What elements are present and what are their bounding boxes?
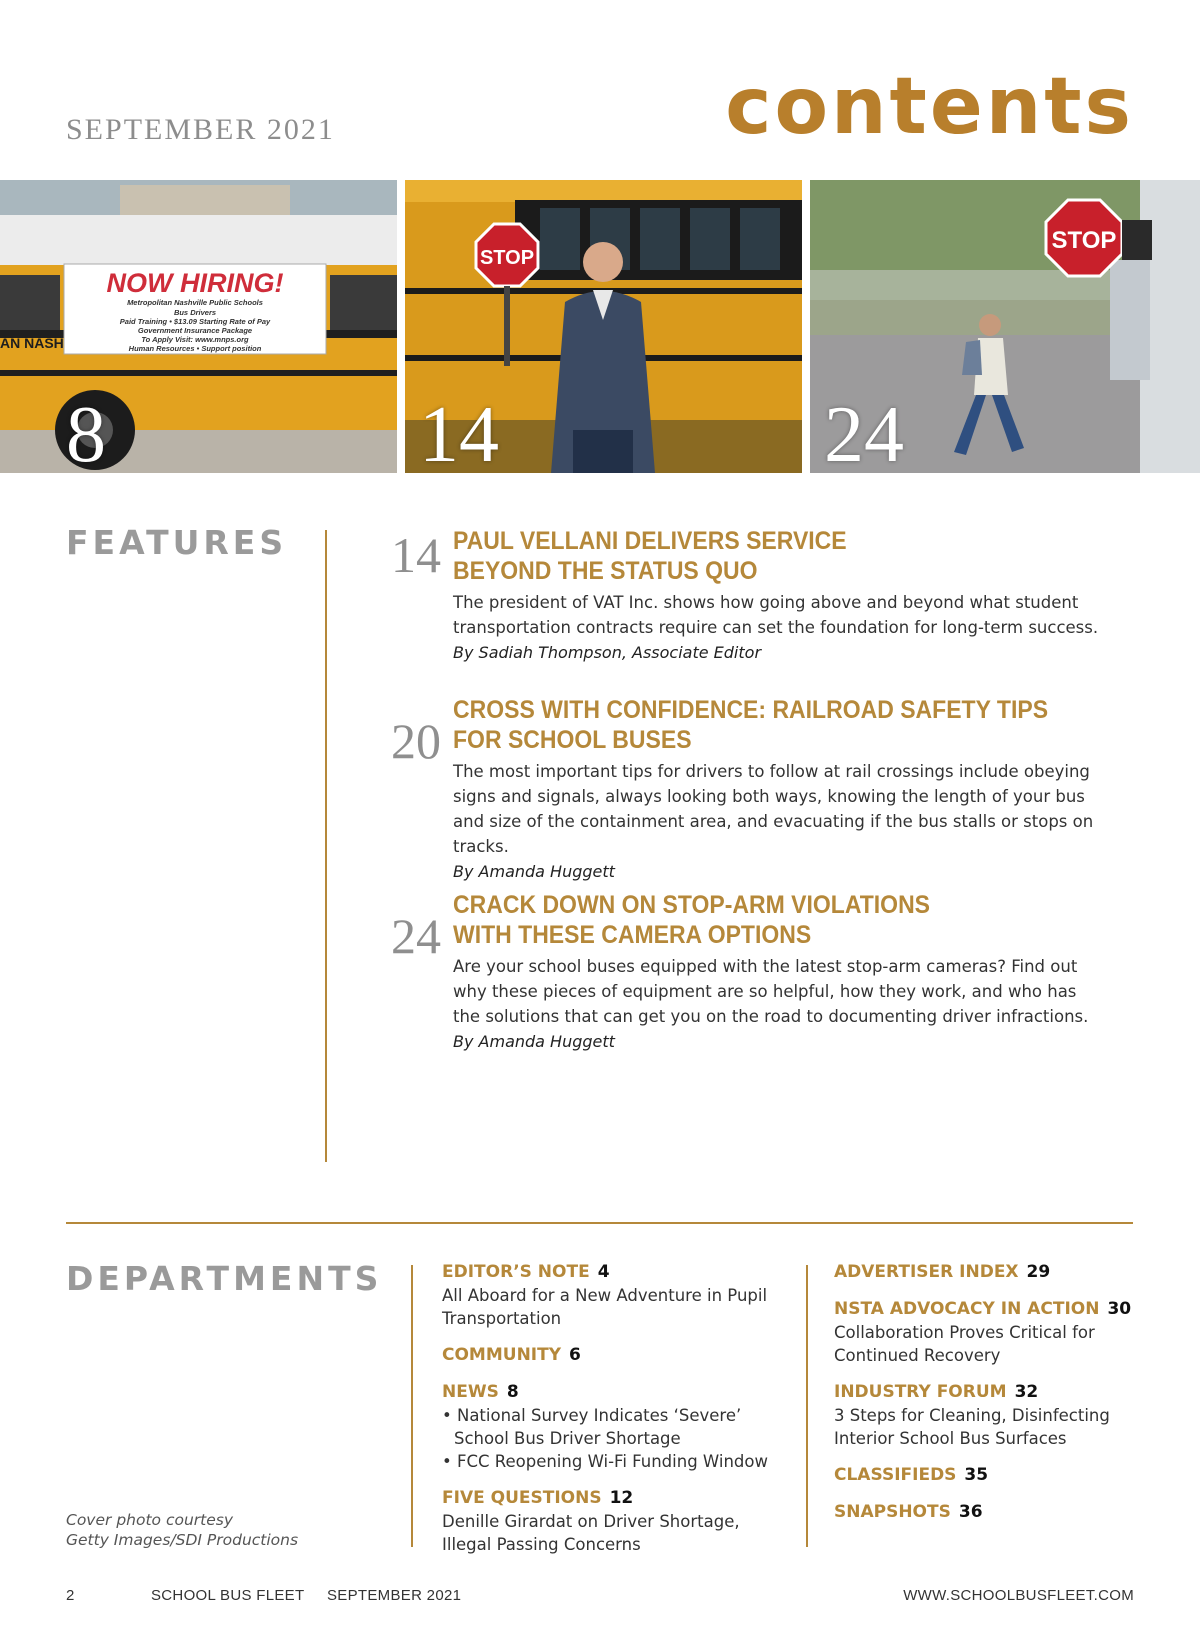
department-page: 35 [964,1465,989,1485]
department-name: INDUSTRY FORUM [834,1382,1007,1402]
issue-date: SEPTEMBER 2021 [66,113,335,146]
department-item[interactable] [442,1260,792,1330]
department-item[interactable] [834,1297,1134,1367]
features-label: FEATURES [66,523,288,562]
feature-title[interactable]: CRACK DOWN ON STOP-ARM VIOLATIONS WITH THESE CAMERA OPTIONS [453,891,931,949]
cover-credit-line: Cover photo courtesy [66,1511,234,1529]
departments-label: DEPARTMENTS [66,1259,383,1298]
banner-line: Bus Drivers [173,308,217,317]
page-title: contents [725,62,1134,152]
feature-byline: By Amanda Huggett [453,862,615,881]
man-with-bus-photo [405,180,802,473]
section-divider [66,1222,1133,1224]
banner-line: Human Resources • Support position [128,344,262,353]
stop-sign-text: STOP [1051,227,1117,254]
department-name: NEWS [442,1382,499,1402]
student-crossing-photo [810,180,1200,473]
department-item[interactable] [834,1260,1134,1284]
feature-byline: By Sadiah Thompson, Associate Editor [453,643,762,662]
banner-title: NOW HIRING! [106,268,284,298]
department-page: 4 [597,1262,610,1282]
feature-byline: By Amanda Huggett [453,1032,615,1051]
photo-page-number: 14 [419,391,499,473]
department-page: 30 [1107,1299,1132,1319]
footer-page-number: 2 [66,1587,75,1604]
banner-line: To Apply Visit: www.mnps.org [141,335,249,344]
department-name: EDITOR’S NOTE [442,1262,590,1282]
departments-divider [411,1265,413,1547]
feature-page-number: 14 [391,527,441,583]
department-item[interactable] [834,1500,1134,1524]
department-name: ADVERTISER INDEX [834,1262,1019,1282]
department-summary: Collaboration Proves Critical for Continued Recovery [834,1323,1095,1365]
banner-line: Government Insurance Package [137,326,253,335]
department-name: CLASSIFIEDS [834,1465,957,1485]
footer-website[interactable]: WWW.SCHOOLBUSFLEET.COM [903,1587,1134,1604]
bus-side-text: AN NASH [0,335,64,351]
feature-item [391,890,1103,1054]
footer-magazine: SCHOOL BUS FLEET [151,1587,305,1604]
banner-line: Metropolitan Nashville Public Schools [127,298,263,307]
department-bullet: • FCC Reopening Wi-Fi Funding Window [442,1452,768,1471]
department-page: 32 [1014,1382,1039,1402]
department-page: 29 [1026,1262,1051,1282]
department-bullet: • National Survey Indicates ‘Severe’ School Bus Driver Shortage [442,1406,742,1448]
footer-issue: SEPTEMBER 2021 [327,1587,462,1604]
department-name: FIVE QUESTIONS [442,1488,602,1508]
feature-item [391,695,1103,884]
department-summary: All Aboard for a New Adventure in Pupil Transportation [442,1286,768,1328]
feature-title[interactable]: PAUL VELLANI DELIVERS SERVICE BEYOND THE STATUS QUO [453,527,847,585]
photo-page-number: 24 [824,391,904,473]
department-item[interactable] [442,1380,792,1473]
department-item[interactable] [834,1380,1134,1450]
department-name: NSTA ADVOCACY IN ACTION [834,1299,1100,1319]
department-name: SNAPSHOTS [834,1502,951,1522]
department-page: 8 [506,1382,519,1402]
department-page: 6 [569,1345,581,1365]
departments-column-1 [442,1260,792,1569]
features-divider [325,530,327,1162]
department-item[interactable] [834,1463,1134,1487]
department-summary: 3 Steps for Cleaning, Disinfecting Interior School Bus Surfaces [834,1406,1110,1448]
photo-page-number: 8 [66,391,106,473]
department-name: COMMUNITY [442,1345,562,1365]
stop-sign-text: STOP [479,247,535,269]
department-summary: Denille Girardat on Driver Shortage, Illegal Passing Concerns [442,1512,740,1554]
department-page: 12 [609,1488,634,1508]
department-item[interactable] [442,1486,792,1556]
banner-line: Paid Training • $13.09 Starting Rate of Pay [119,317,271,326]
cover-credit-line: Getty Images/SDI Productions [66,1531,299,1549]
feature-item [391,526,1103,665]
feature-description: Are your school buses equipped with the latest stop-arm cameras? Find out why these pieces of equipment are so helpful, how they work, and who has the solutions that can get you on the road to documenting driver infractions. [453,957,1089,1026]
departments-divider [806,1265,808,1547]
feature-description: The most important tips for drivers to follow at rail crossings include obeying signs and signals, always looking both ways, knowing the length of your bus and size of the containment area, and evacuating if the bus stalls or stops on tracks. [453,762,1094,856]
department-page: 36 [958,1502,983,1522]
feature-page-number: 20 [391,713,441,769]
feature-page-number: 24 [391,908,441,964]
feature-title[interactable]: CROSS WITH CONFIDENCE: RAILROAD SAFETY TIPS FOR SCHOOL BUSES [453,696,1049,754]
now-hiring-bus-photo [0,180,397,473]
department-item[interactable] [442,1343,792,1367]
departments-column-2 [834,1260,1134,1537]
cover-credit [66,1510,298,1550]
feature-description: The president of VAT Inc. shows how going above and beyond what student transportation contracts require can set the foundation for long-term success. [453,593,1099,637]
